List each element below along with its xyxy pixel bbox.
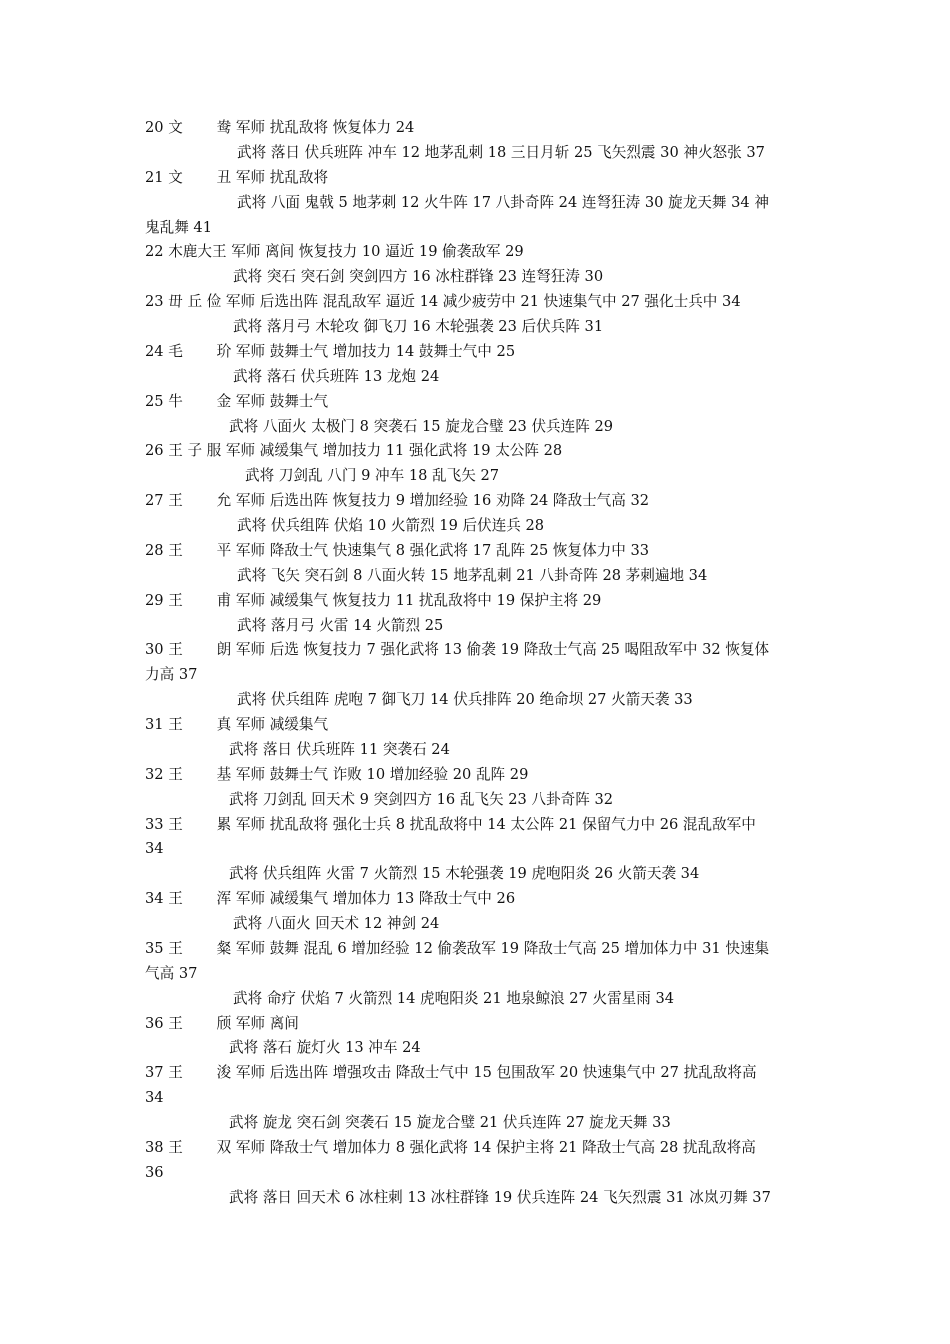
text-line: 武将 命疗 伏焰 7 火箭烈 14 虎咆阳炎 21 地泉鲸浪 27 火雷星雨 34 <box>233 990 675 1007</box>
text-line: 29 王 甫 军师 减缓集气 恢复技力 11 扰乱敌将中 19 保护主将 29 <box>145 592 602 609</box>
text-line: 36 王 颀 军师 离间 <box>145 1015 299 1032</box>
text-line: 武将 落月弓 木轮攻 御飞刀 16 木轮强袭 23 后伏兵阵 31 <box>233 318 604 335</box>
text-line: 鬼乱舞 41 <box>145 219 212 236</box>
text-line: 38 王 双 军师 降敌士气 增加体力 8 强化武将 14 保护主将 21 降敌士气高 28 扰乱敌将高 <box>145 1139 756 1156</box>
text-line: 34 <box>145 1089 164 1106</box>
text-line: 21 文 丑 军师 扰乱敌将 <box>145 169 329 186</box>
text-line: 力高 37 <box>145 666 198 683</box>
text-line: 武将 突石 突石剑 突剑四方 16 冰柱群锋 23 连弩狂涛 30 <box>233 268 604 285</box>
text-line: 22 木鹿大王 军师 离间 恢复技力 10 逼近 19 偷袭敌军 29 <box>145 243 524 260</box>
text-line: 28 王 平 军师 降敌士气 快速集气 8 强化武将 17 乱阵 25 恢复体力中 33 <box>145 542 650 559</box>
text-line: 气高 37 <box>145 965 198 982</box>
text-line: 武将 落日 伏兵班阵 11 突袭石 24 <box>229 741 450 758</box>
text-line: 武将 伏兵组阵 火雷 7 火箭烈 15 木轮强袭 19 虎咆阳炎 26 火箭天袭 34 <box>229 865 700 882</box>
text-line: 武将 八面火 太极门 8 突袭石 15 旋龙合璧 23 伏兵连阵 29 <box>229 418 614 435</box>
text-line: 武将 八面火 回天术 12 神剑 24 <box>233 915 440 932</box>
text-line: 31 王 真 军师 减缓集气 <box>145 716 329 733</box>
text-line: 武将 旋龙 突石剑 突袭石 15 旋龙合璧 21 伏兵连阵 27 旋龙天舞 33 <box>229 1114 671 1131</box>
text-line: 25 牛 金 军师 鼓舞士气 <box>145 393 329 410</box>
text-line: 26 王 子 服 军师 减缓集气 增加技力 11 强化武将 19 太公阵 28 <box>145 442 563 459</box>
text-line: 武将 伏兵组阵 伏焰 10 火箭烈 19 后伏连兵 28 <box>237 517 545 534</box>
text-line: 武将 伏兵组阵 虎咆 7 御飞刀 14 伏兵排阵 20 绝命坝 27 火箭天袭 33 <box>237 691 693 708</box>
text-line: 武将 落月弓 火雷 14 火箭烈 25 <box>237 617 444 634</box>
text-line: 20 文 鸯 军师 扰乱敌将 恢复体力 24 <box>145 119 415 136</box>
text-line: 武将 飞矢 突石剑 8 八面火转 15 地茅乱刺 21 八卦奇阵 28 茅刺遍地 34 <box>237 567 708 584</box>
text-line: 武将 落日 回天术 6 冰柱刺 13 冰柱群锋 19 伏兵连阵 24 飞矢烈震 31 冰岚刃舞 37 <box>229 1189 771 1206</box>
text-line: 35 王 粲 军师 鼓舞 混乱 6 增加经验 12 偷袭敌军 19 降敌士气高 25 增加体力中 31 快速集 <box>145 940 770 957</box>
text-line: 27 王 允 军师 后选出阵 恢复技力 9 增加经验 16 劝降 24 降敌士气高 32 <box>145 492 650 509</box>
text-line: 武将 八面 鬼戟 5 地茅刺 12 火牛阵 17 八卦奇阵 24 连弩狂涛 30 旋龙天舞 34 神 <box>237 194 769 211</box>
text-line: 武将 落石 伏兵班阵 13 龙炮 24 <box>233 368 440 385</box>
text-line: 32 王 基 军师 鼓舞士气 诈败 10 增加经验 20 乱阵 29 <box>145 766 529 783</box>
text-line: 武将 落石 旋灯火 13 冲车 24 <box>229 1039 421 1056</box>
text-line: 37 王 浚 军师 后选出阵 增强攻击 降敌士气中 15 包围敌军 20 快速集气中 27 扰乱敌将高 <box>145 1064 757 1081</box>
text-line: 30 王 朗 军师 后选 恢复技力 7 强化武将 13 偷袭 19 降敌士气高 25 喝阻敌军中 32 恢复体 <box>145 641 770 658</box>
text-line: 33 王 累 军师 扰乱敌将 强化士兵 8 扰乱敌将中 14 太公阵 21 保留气力中 26 混乱敌军中 <box>145 816 756 833</box>
text-line: 34 王 浑 军师 减缓集气 增加体力 13 降敌士气中 26 <box>145 890 516 907</box>
text-line: 24 毛 玠 军师 鼓舞士气 增加技力 14 鼓舞士气中 25 <box>145 343 516 360</box>
text-line: 武将 落日 伏兵班阵 冲车 12 地茅乱刺 18 三日月斩 25 飞矢烈震 30 神火怒张 37 <box>237 144 765 161</box>
text-line: 36 <box>145 1164 164 1181</box>
text-line: 武将 刀剑乱 回天术 9 突剑四方 16 乱飞矢 23 八卦奇阵 32 <box>229 791 614 808</box>
text-line: 武将 刀剑乱 八门 9 冲车 18 乱飞矢 27 <box>245 467 500 484</box>
text-line: 23 毌 丘 俭 军师 后选出阵 混乱敌军 逼近 14 减少疲劳中 21 快速集气中 27 强化士兵中 34 <box>145 293 741 310</box>
text-line: 34 <box>145 840 164 857</box>
